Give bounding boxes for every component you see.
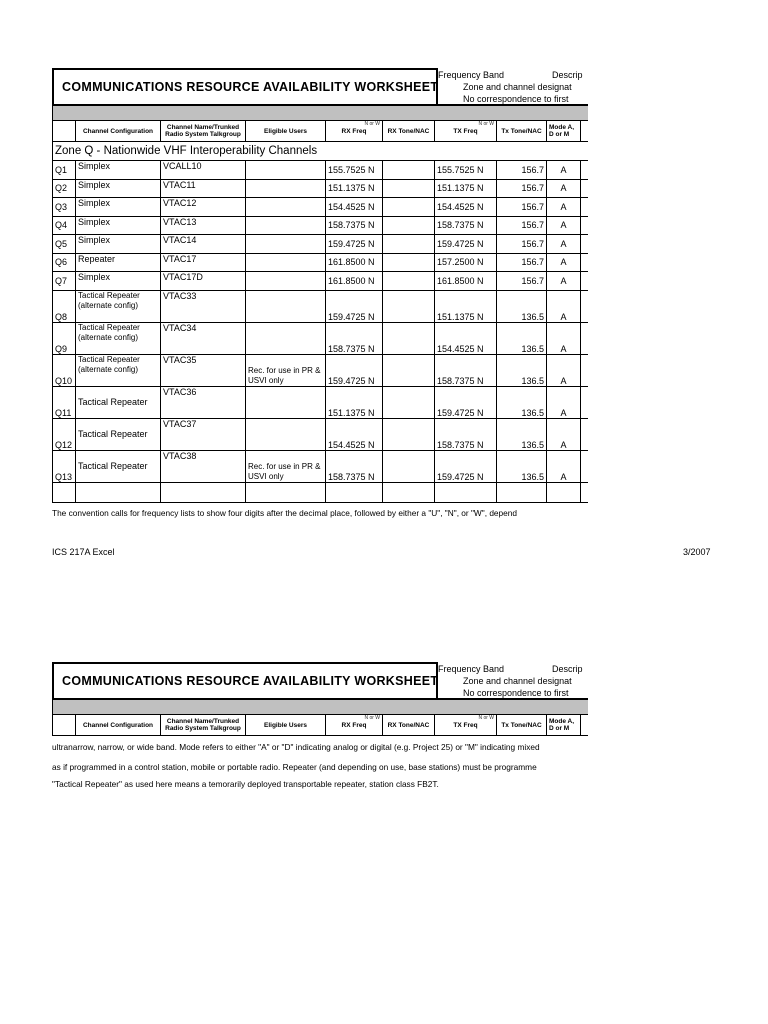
row-eligible-users	[246, 290, 326, 322]
row-eligible-users	[246, 216, 326, 235]
page2-note-3: "Tactical Repeater" as used here means a temorarily deployed transportable repeater, station class FB2T.	[52, 779, 439, 789]
row-tx-tone: 156.7	[497, 216, 547, 235]
row-channel-name: VTAC11	[161, 179, 246, 198]
header-row-2	[53, 715, 589, 736]
header-rx-freq-2: RX Freq N or W	[326, 715, 383, 736]
row-id: Q13	[53, 450, 76, 482]
row-eligible-users	[246, 322, 326, 354]
header-row	[53, 121, 589, 142]
row-rx-freq: 161.8500 N	[326, 272, 383, 291]
table-row	[53, 235, 589, 254]
row-channel-name: VTAC33	[161, 290, 246, 322]
row-mode: A	[547, 161, 581, 180]
table-row	[53, 253, 589, 272]
row-eligible-users: Rec. for use in PR & USVI only	[246, 354, 326, 386]
header-table-2	[52, 714, 588, 736]
row-id: Q6	[53, 253, 76, 272]
worksheet-title-2: COMMUNICATIONS RESOURCE AVAILABILITY WORKSHEET	[62, 674, 439, 688]
row-extra	[581, 272, 589, 291]
frequency-band-label-2: Frequency Band	[438, 664, 505, 674]
row-rx-tone	[383, 386, 435, 418]
page2-note-1: ultranarrow, narrow, or wide band. Mode refers to either "A" or "D" indicating analog or digital (e.g. Project 25) or "M" indicating mixed	[52, 742, 540, 752]
header-tx-tone: Tx Tone/NAC	[497, 121, 547, 142]
row-channel-name: VTAC17D	[161, 272, 246, 291]
row-channel-name: VTAC35	[161, 354, 246, 386]
header-channel-name-2: Channel Name/Trunked Radio System Talkgroup	[161, 715, 246, 736]
zone-title: Zone Q - Nationwide VHF Interoperability Channels	[53, 142, 589, 161]
row-mode: A	[547, 216, 581, 235]
row-rx-freq: 159.4725 N	[326, 235, 383, 254]
row-channel-name: VTAC13	[161, 216, 246, 235]
row-tx-freq: 159.4725 N	[435, 450, 497, 482]
header-id	[53, 121, 76, 142]
row-id: Q5	[53, 235, 76, 254]
table-row	[53, 322, 589, 354]
row-rx-tone	[383, 322, 435, 354]
row-channel-name: VCALL10	[161, 161, 246, 180]
row-rx-freq: 154.4525 N	[326, 418, 383, 450]
gray-separator-bar-2	[52, 700, 588, 714]
header-channel-config-2: Channel Configuration	[76, 715, 161, 736]
row-rx-tone	[383, 354, 435, 386]
row-eligible-users	[246, 253, 326, 272]
form-date: 3/2007	[683, 547, 711, 557]
row-mode: A	[547, 322, 581, 354]
row-rx-tone	[383, 216, 435, 235]
row-id: Q1	[53, 161, 76, 180]
header-tx-freq-2: TX Freq N or W	[435, 715, 497, 736]
row-rx-tone	[383, 290, 435, 322]
row-channel-config: Tactical Repeater (alternate config)	[76, 290, 161, 322]
row-rx-tone	[383, 272, 435, 291]
row-id: Q10	[53, 354, 76, 386]
worksheet-title: COMMUNICATIONS RESOURCE AVAILABILITY WORKSHEET	[62, 80, 439, 94]
row-id: Q4	[53, 216, 76, 235]
row-tx-tone: 156.7	[497, 272, 547, 291]
row-channel-name: VTAC37	[161, 418, 246, 450]
row-mode: A	[547, 418, 581, 450]
row-eligible-users	[246, 235, 326, 254]
table-row	[53, 450, 589, 482]
row-channel-name: VTAC14	[161, 235, 246, 254]
table-row	[53, 216, 589, 235]
row-extra	[581, 322, 589, 354]
row-channel-config: Tactical Repeater (alternate config)	[76, 322, 161, 354]
row-mode: A	[547, 450, 581, 482]
row-eligible-users	[246, 198, 326, 217]
row-extra	[581, 253, 589, 272]
header-tx-tone-2: Tx Tone/NAC	[497, 715, 547, 736]
empty-row	[53, 482, 589, 502]
row-rx-tone	[383, 198, 435, 217]
row-mode: A	[547, 290, 581, 322]
worksheet-page-1	[52, 68, 588, 508]
table-row	[53, 386, 589, 418]
row-mode: A	[547, 354, 581, 386]
row-mode: A	[547, 386, 581, 418]
row-extra	[581, 290, 589, 322]
row-id: Q9	[53, 322, 76, 354]
form-name: ICS 217A Excel	[52, 547, 115, 557]
row-tx-tone: 156.7	[497, 198, 547, 217]
row-tx-freq: 159.4725 N	[435, 386, 497, 418]
row-rx-tone	[383, 161, 435, 180]
row-extra	[581, 198, 589, 217]
table-row	[53, 161, 589, 180]
row-tx-freq: 158.7375 N	[435, 354, 497, 386]
row-eligible-users	[246, 418, 326, 450]
row-tx-freq: 151.1375 N	[435, 290, 497, 322]
row-tx-freq: 161.8500 N	[435, 272, 497, 291]
header-extra	[581, 121, 589, 142]
row-tx-tone: 136.5	[497, 450, 547, 482]
row-rx-freq: 159.4725 N	[326, 290, 383, 322]
row-rx-tone	[383, 253, 435, 272]
row-extra	[581, 386, 589, 418]
row-id: Q2	[53, 179, 76, 198]
header-channel-config: Channel Configuration	[76, 121, 161, 142]
row-tx-tone: 156.7	[497, 179, 547, 198]
row-tx-freq: 158.7375 N	[435, 418, 497, 450]
zone-title-row	[53, 142, 589, 161]
row-extra	[581, 161, 589, 180]
row-channel-config: Simplex	[76, 161, 161, 180]
header-tx-nw: N or W	[478, 121, 494, 127]
row-extra	[581, 354, 589, 386]
description-label-2: Descrip	[552, 664, 583, 674]
row-eligible-users	[246, 272, 326, 291]
row-id: Q11	[53, 386, 76, 418]
row-extra	[581, 450, 589, 482]
row-channel-config: Simplex	[76, 198, 161, 217]
header-eligible-users: Eligible Users	[246, 121, 326, 142]
header-eligible-users-2: Eligible Users	[246, 715, 326, 736]
row-tx-tone: 136.5	[497, 386, 547, 418]
row-rx-tone	[383, 450, 435, 482]
row-rx-freq: 158.7375 N	[326, 216, 383, 235]
row-rx-freq: 154.4525 N	[326, 198, 383, 217]
row-channel-config: Tactical Repeater	[76, 418, 161, 450]
row-mode: A	[547, 235, 581, 254]
row-rx-tone	[383, 179, 435, 198]
row-extra	[581, 418, 589, 450]
page2-note-2: as if programmed in a control station, mobile or portable radio. Repeater (and depending on use, base stations) must be programme	[52, 762, 537, 772]
row-channel-config: Simplex	[76, 179, 161, 198]
zone-designation-text-2: Zone and channel designat	[463, 676, 572, 686]
header-tx-freq: TX Freq N or W	[435, 121, 497, 142]
row-eligible-users	[246, 386, 326, 418]
row-channel-config: Simplex	[76, 216, 161, 235]
row-channel-name: VTAC34	[161, 322, 246, 354]
row-eligible-users: Rec. for use in PR & USVI only	[246, 450, 326, 482]
row-tx-freq: 158.7375 N	[435, 216, 497, 235]
correspondence-text-2: No correspondence to first	[463, 688, 569, 698]
row-channel-config: Tactical Repeater (alternate config)	[76, 354, 161, 386]
row-id: Q12	[53, 418, 76, 450]
row-mode: A	[547, 253, 581, 272]
header-channel-name: Channel Name/Trunked Radio System Talkgroup	[161, 121, 246, 142]
row-id: Q8	[53, 290, 76, 322]
worksheet-page-2	[52, 662, 588, 742]
row-tx-freq: 154.4525 N	[435, 198, 497, 217]
row-tx-tone: 136.5	[497, 322, 547, 354]
channel-table	[52, 120, 588, 503]
row-id: Q3	[53, 198, 76, 217]
row-tx-tone: 136.5	[497, 354, 547, 386]
row-rx-tone	[383, 235, 435, 254]
row-rx-freq: 151.1375 N	[326, 386, 383, 418]
row-channel-config: Repeater	[76, 253, 161, 272]
row-mode: A	[547, 198, 581, 217]
row-channel-name: VTAC17	[161, 253, 246, 272]
header-rx-tone-2: RX Tone/NAC	[383, 715, 435, 736]
row-tx-freq: 154.4525 N	[435, 322, 497, 354]
table-row	[53, 272, 589, 291]
row-tx-freq: 157.2500 N	[435, 253, 497, 272]
row-rx-freq: 161.8500 N	[326, 253, 383, 272]
header-rx-tone: RX Tone/NAC	[383, 121, 435, 142]
row-tx-tone: 156.7	[497, 235, 547, 254]
row-rx-freq: 159.4725 N	[326, 354, 383, 386]
row-channel-name: VTAC36	[161, 386, 246, 418]
row-rx-freq: 158.7375 N	[326, 450, 383, 482]
header-rx-freq: RX Freq N or W	[326, 121, 383, 142]
table-row	[53, 179, 589, 198]
row-channel-config: Tactical Repeater	[76, 450, 161, 482]
row-rx-tone	[383, 418, 435, 450]
row-tx-tone: 136.5	[497, 418, 547, 450]
row-channel-name: VTAC38	[161, 450, 246, 482]
row-extra	[581, 216, 589, 235]
row-eligible-users	[246, 161, 326, 180]
correspondence-text: No correspondence to first	[463, 94, 569, 104]
row-eligible-users	[246, 179, 326, 198]
zone-designation-text: Zone and channel designat	[463, 82, 572, 92]
header-mode: Mode A, D or M	[547, 121, 581, 142]
row-channel-name: VTAC12	[161, 198, 246, 217]
table-row	[53, 354, 589, 386]
row-channel-config: Simplex	[76, 235, 161, 254]
row-tx-tone: 156.7	[497, 253, 547, 272]
table-row	[53, 418, 589, 450]
row-tx-freq: 155.7525 N	[435, 161, 497, 180]
row-tx-tone: 136.5	[497, 290, 547, 322]
row-channel-config: Tactical Repeater	[76, 386, 161, 418]
row-tx-freq: 151.1375 N	[435, 179, 497, 198]
row-id: Q7	[53, 272, 76, 291]
row-rx-freq: 155.7525 N	[326, 161, 383, 180]
row-mode: A	[547, 272, 581, 291]
row-extra	[581, 179, 589, 198]
gray-separator-bar	[52, 106, 588, 120]
header-rx-nw: N or W	[364, 121, 380, 127]
convention-note-line: The convention calls for frequency lists to show four digits after the decimal place, followed by either a "U", "N", or "W", depend	[52, 508, 518, 518]
row-rx-freq: 151.1375 N	[326, 179, 383, 198]
row-tx-tone: 156.7	[497, 161, 547, 180]
table-row	[53, 290, 589, 322]
row-channel-config: Simplex	[76, 272, 161, 291]
row-extra	[581, 235, 589, 254]
table-row	[53, 198, 589, 217]
row-rx-freq: 158.7375 N	[326, 322, 383, 354]
description-label: Descrip	[552, 70, 583, 80]
frequency-band-label: Frequency Band	[438, 70, 505, 80]
row-tx-freq: 159.4725 N	[435, 235, 497, 254]
row-mode: A	[547, 179, 581, 198]
channel-rows	[53, 161, 589, 483]
header-mode-2: Mode A, D or M	[547, 715, 581, 736]
